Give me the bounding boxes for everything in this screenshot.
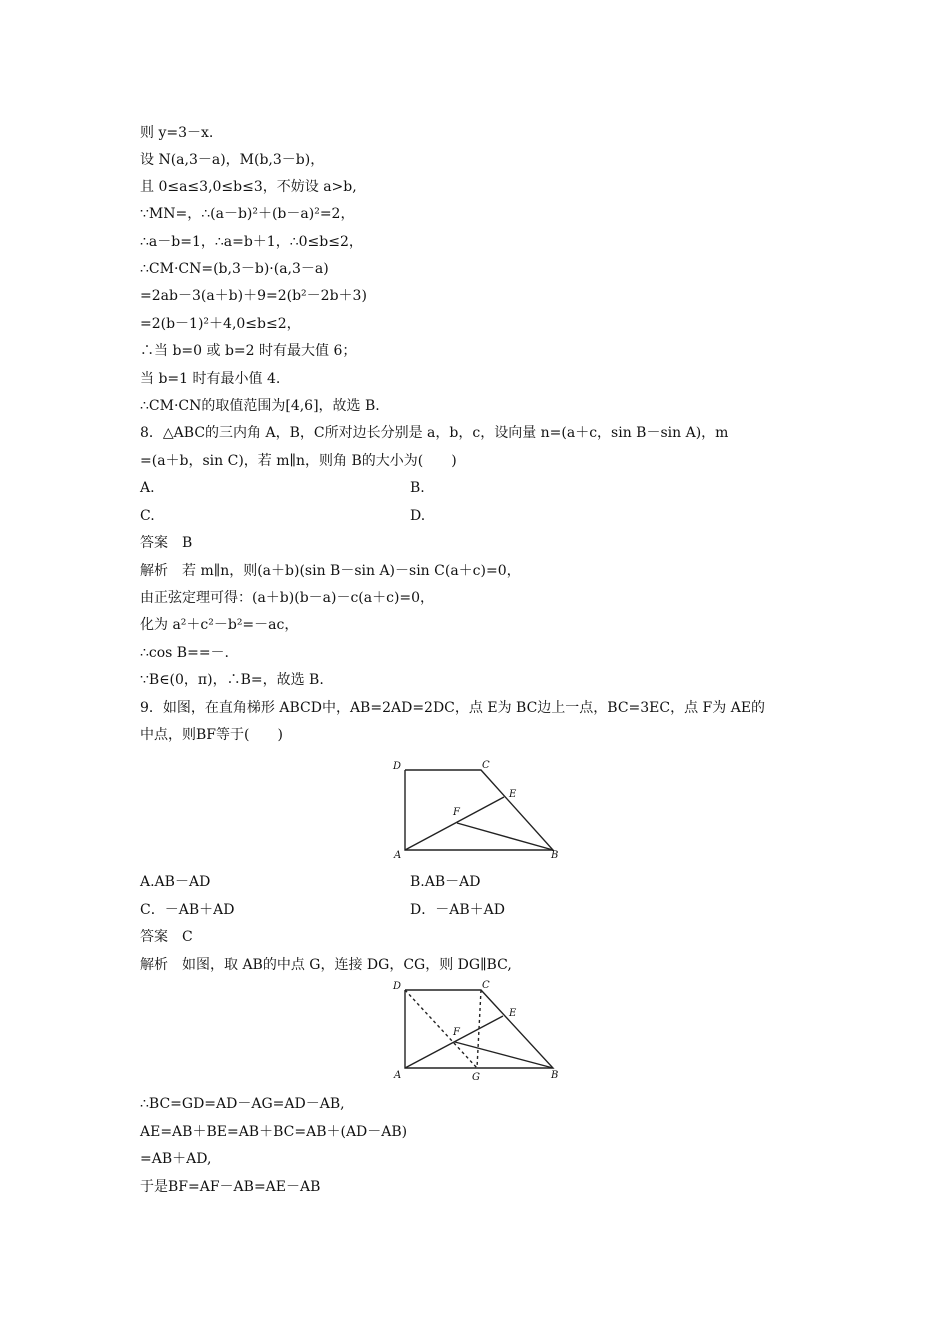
q9-analysis-intro: 解析 如图，取 AB的中点 G，连接 DG，CG，则 DG∥BC, [140, 957, 512, 973]
fig2-label-b: B [551, 1070, 559, 1081]
q9-solution-1: ∴BC=GD=AD－AG=AD－AB, [140, 1096, 345, 1112]
line-8: =2(b－1)²＋4,0≤b≤2， [140, 316, 301, 332]
line-2: 设 N(a,3－a)，M(b,3－b)， [140, 152, 325, 168]
q9-option-b: B.AB－AD [410, 874, 481, 890]
q9-answer: 答案 C [140, 929, 193, 945]
q8-option-d: D. [410, 508, 426, 524]
question-9-stem-2: 中点，则BF等于( ) [140, 727, 283, 743]
fig2-label-f: F [453, 1027, 460, 1038]
line-7: =2ab－3(a＋b)＋9=2(b²－2b＋3) [140, 288, 367, 304]
fig1-label-e: E [509, 789, 517, 800]
q8-option-a: A. [140, 480, 155, 496]
question-8-stem-2: =(a＋b，sin C)，若 m∥n，则角 B的大小为( ) [140, 453, 457, 469]
line-3: 且 0≤a≤3,0≤b≤3，不妨设 a>b, [140, 179, 357, 195]
fig2-label-d: D [393, 981, 402, 992]
q8-option-b: B. [410, 480, 425, 496]
q9-solution-4: 于是BF=AF－AB=AE－AB [140, 1179, 321, 1195]
fig1-label-a: A [394, 850, 402, 861]
q8-analysis-1: 解析 若 m∥n，则(a＋b)(sin B－sin A)－sin C(a＋c)=0， [140, 563, 521, 579]
line-1: 则 y=3－x. [140, 125, 214, 141]
q8-analysis-3: 化为 a²＋c²－b²=－ac， [140, 617, 299, 633]
fig1-label-d: D [393, 761, 402, 772]
q9-option-d: D．－AB＋AD [410, 902, 505, 918]
q8-answer: 答案 B [140, 535, 193, 551]
line-4: ∵MN=，∴(a－b)²＋(b－a)²=2， [140, 206, 355, 222]
fig1-label-c: C [482, 760, 490, 771]
q8-option-c: C. [140, 508, 155, 524]
fig2-label-c: C [482, 980, 490, 991]
question-8-stem-1: 8．△ABC的三内角 A，B，C所对边长分别是 a，b，c，设向量 n=(a＋c，sin B－sin A)，m [140, 425, 729, 441]
trapezoid-figure-with-midpoint [385, 980, 565, 1085]
q9-option-a: A.AB－AD [140, 874, 211, 890]
q9-solution-2: AE=AB＋BE=AB＋BC=AB＋(AD－AB) [140, 1124, 408, 1140]
fig2-label-g: G [472, 1072, 480, 1083]
fig1-label-b: B [551, 850, 559, 861]
question-9-stem-1: 9．如图，在直角梯形 ABCD中，AB=2AD=2DC，点 E为 BC边上一点，BC=3EC，点 F为 AE的 [140, 700, 766, 716]
trapezoid-figure [385, 760, 565, 865]
q9-solution-3: =AB＋AD, [140, 1151, 212, 1167]
q8-analysis-4: ∴cos B==－. [140, 645, 230, 661]
q8-analysis-5: ∵B∈(0，π)，∴B=，故选 B. [140, 672, 324, 688]
line-10: 当 b=1 时有最小值 4. [140, 371, 281, 387]
fig1-label-f: F [453, 807, 460, 818]
q9-option-c: C．－AB＋AD [140, 902, 235, 918]
fig2-label-e: E [509, 1008, 517, 1019]
line-5: ∴a－b=1，∴a=b＋1，∴0≤b≤2， [140, 234, 363, 250]
fig2-label-a: A [394, 1070, 402, 1081]
line-9: ∴当 b=0 或 b=2 时有最大值 6； [140, 343, 357, 359]
q8-analysis-2: 由正弦定理可得：(a＋b)(b－a)－c(a＋c)=0， [140, 590, 435, 606]
line-6: ∴CM·CN=(b,3－b)·(a,3－a) [140, 261, 329, 277]
line-11: ∴CM·CN的取值范围为[4,6]，故选 B. [140, 398, 380, 414]
